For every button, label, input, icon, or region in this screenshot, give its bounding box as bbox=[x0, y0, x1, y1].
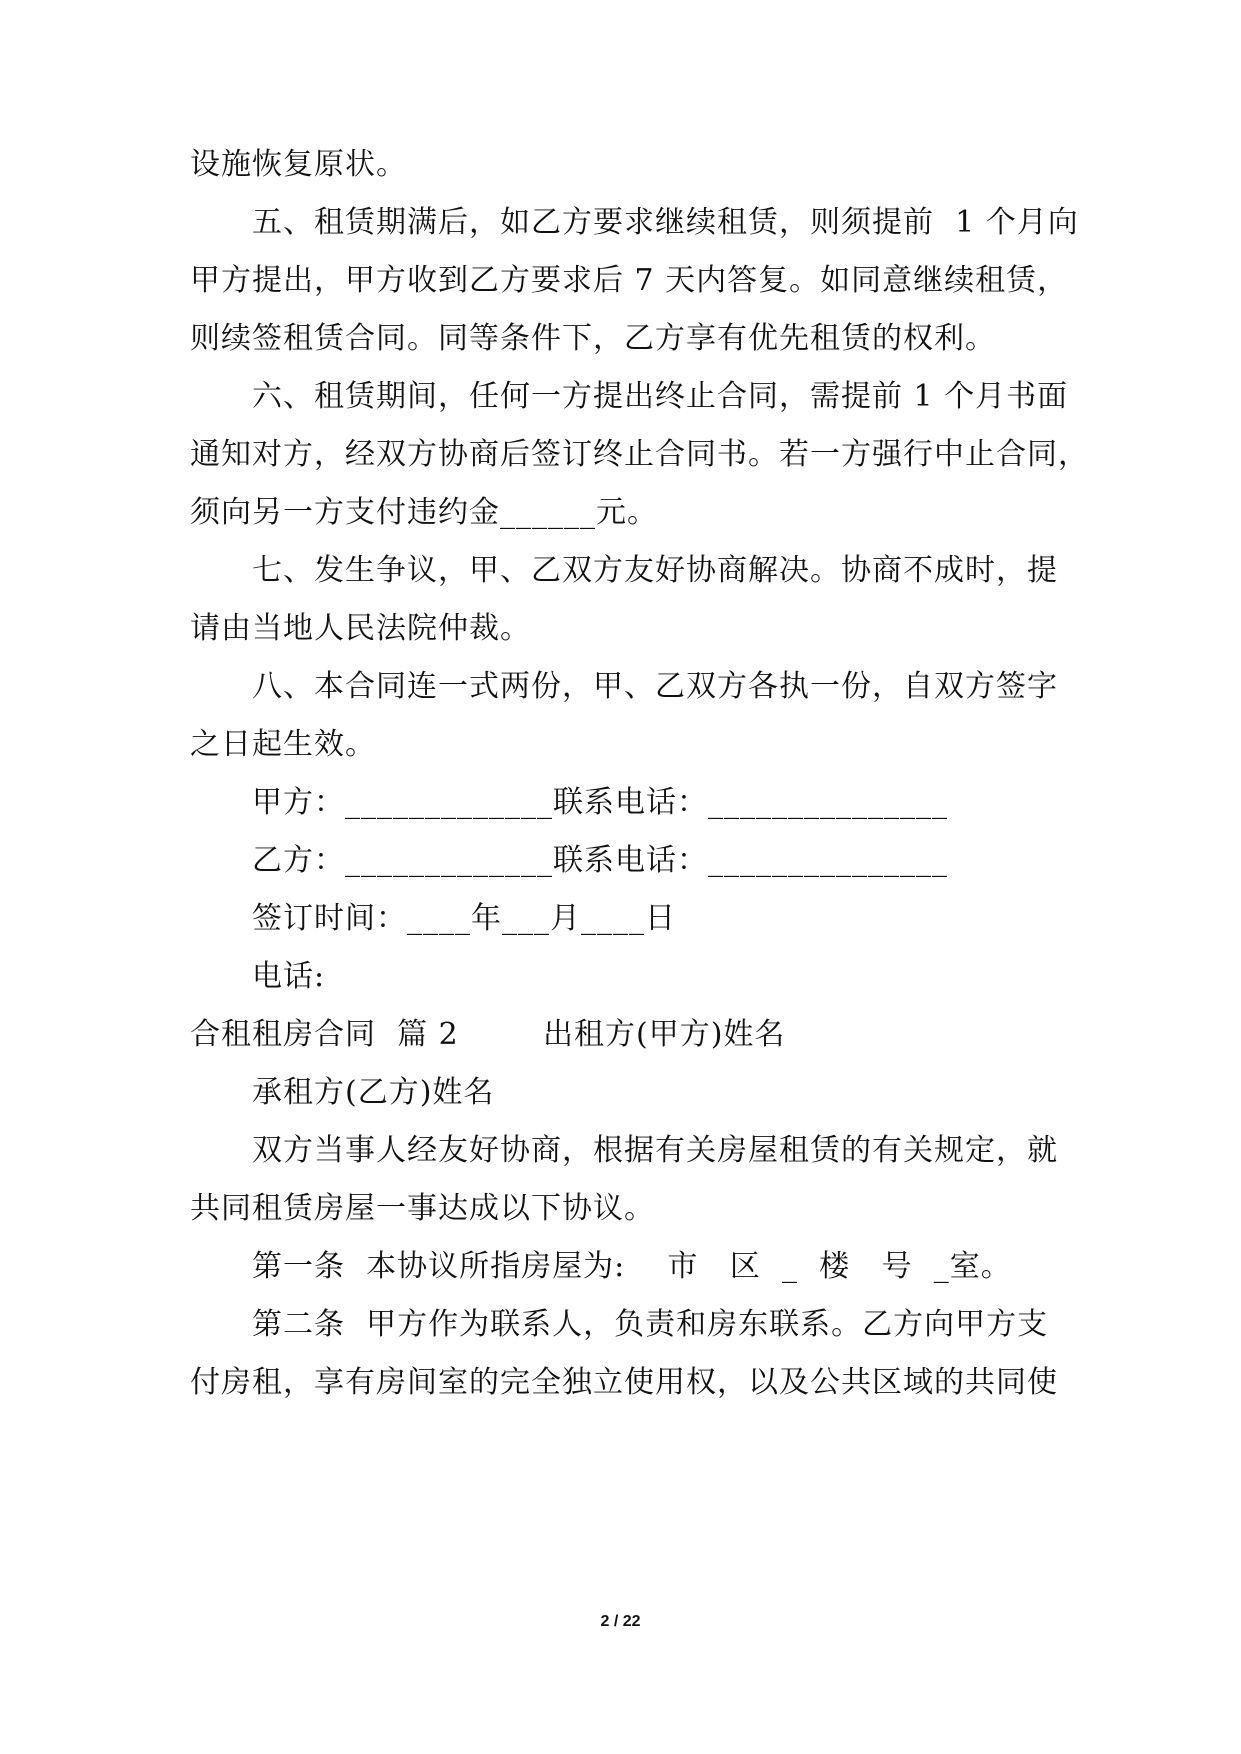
party-b-line: 乙方：_____________联系电话：_______________ bbox=[252, 843, 948, 878]
text-line: 付房租，享有房间室的完全独立使用权，以及公共区域的共同使 bbox=[190, 1365, 1058, 1400]
text-line: 甲方提出，甲方收到乙方要求后 7 天内答复。如同意继续租赁， bbox=[190, 263, 1069, 298]
party-a-line: 甲方：_____________联系电话：_______________ bbox=[252, 785, 948, 820]
text-line: 七、发生争议，甲、乙双方友好协商解决。协商不成时，提 bbox=[252, 553, 1058, 588]
page-indicator: 2 / 22 bbox=[600, 1613, 641, 1630]
text-line: 共同租赁房屋一事达成以下协议。 bbox=[190, 1191, 655, 1226]
text-line: 设施恢复原状。 bbox=[190, 147, 407, 182]
text-line: 通知对方，经双方协商后签订终止合同书。若一方强行中止合同， bbox=[190, 437, 1089, 472]
text-line: 请由当地人民法院仲裁。 bbox=[190, 611, 531, 646]
text-line: 第一条 本协议所指房屋为: 市 区 _ 楼 号 _室。 bbox=[252, 1249, 1012, 1284]
text-line: 第二条 甲方作为联系人，负责和房东联系。乙方向甲方支 bbox=[252, 1307, 1049, 1342]
text-line: 五、租赁期满后，如乙方要求继续租赁，则须提前 1 个月向 bbox=[252, 205, 1079, 240]
section-heading: 合租租房合同 篇 2 出租方(甲方)姓名 bbox=[190, 1017, 786, 1052]
sign-date-line: 签订时间：____年___月____日 bbox=[252, 901, 676, 936]
phone-line: 电话: bbox=[252, 959, 326, 994]
text-line: 六、租赁期间，任何一方提出终止合同，需提前 1 个月书面 bbox=[252, 379, 1069, 414]
text-line: 则续签租赁合同。同等条件下，乙方享有优先租赁的权利。 bbox=[190, 321, 996, 356]
text-line: 八、本合同连一式两份，甲、乙双方各执一份，自双方签字 bbox=[252, 669, 1058, 704]
text-line: 须向另一方支付违约金______元。 bbox=[190, 495, 658, 530]
text-line: 承租方(乙方)姓名 bbox=[252, 1075, 495, 1110]
text-line: 之日起生效。 bbox=[190, 727, 376, 762]
text-line: 双方当事人经友好协商，根据有关房屋租赁的有关规定，就 bbox=[252, 1133, 1058, 1168]
